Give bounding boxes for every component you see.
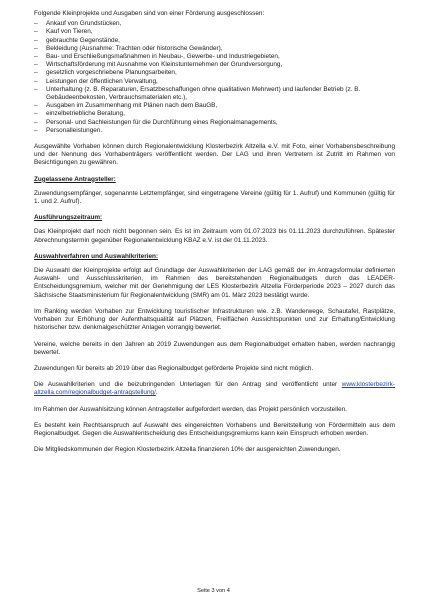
publication-paragraph: Ausgewählte Vorhaben können durch Regionalentwicklung Klosterbezirk Altzella e.V. mit Foto, einer Vorhabensbeschreibung und der Nennung des Vorhabenträgers veröffentlicht werden. Der LAG und ihren Vertretern ist Zutritt im Rahmen von Besichtigungen zu gewähren. [34, 143, 395, 167]
selection-heading: Auswahlverfahren und Auswahlkriterien: [34, 252, 159, 260]
dash-bullet: – [34, 110, 38, 118]
dash-bullet: – [34, 85, 38, 93]
list-item: – Bau- und Erschließungsmaßnahmen in Neubau-, Gewerbe- und Industriegebieten, [34, 53, 280, 61]
dash-bullet: – [34, 28, 38, 36]
list-item: – Personalleistungen. [34, 126, 103, 134]
dash-bullet: – [34, 20, 38, 28]
selection-paragraph-2: Im Ranking werden Vorhaben zur Entwicklung touristischer Infrastrukturen wie. z.B. Wanderwege, Schautafel, Rastplätze, Vorhaben zur Erhöhung der Aufenthaltsqualität auf Plätzen, Freiflächen Aussichtspunkten und zur Erhaltung/Entwicklung historischer bzw. denkmalgeschützter Anlagen vorrangig bewertet. [34, 307, 395, 332]
dash-bullet: – [34, 53, 38, 61]
list-item: – Ausgaben im Zusammenhang mit Plänen nach dem BauGB, [34, 102, 218, 110]
list-item: – Wirtschaftsförderung mit Ausnahme von Kleinstunternehmen der Grundversorgung, [34, 61, 283, 69]
selection-paragraph-6: Im Rahmen der Auswahlsitzung können Antragsteller aufgefordert werden, das Projekt persönlich vorzustellen. [34, 405, 347, 413]
selection-paragraph-3: Vereine, welche bereits in den Jahren ab 2019 Zuwendungen aus dem Regionalbudget erhalten haben, werden nachrangig bewertet. [34, 340, 395, 356]
selection-paragraph-5: Die Auswahlkriterien und die beizubringenden Unterlagen für den Antrag sind veröffentlicht unter www.klosterbezirk-altzella.com/regionalbudget-antragstellung/. [34, 381, 395, 397]
list-item: – Bekleidung (Ausnahme: Trachten oder historische Gewänder), [34, 44, 223, 52]
dash-bullet: – [34, 118, 38, 126]
list-item: – einzelbetriebliche Beratung, [34, 110, 125, 118]
applicants-text: Zuwendungsempfänger, sogenannte Letztempfänger, sind eingetragene Vereine (gültig für 1. Aufruf) und Kommunen (gültig für 1. und 2. Aufruf). [34, 189, 395, 206]
dash-bullet: – [34, 77, 38, 85]
dash-bullet: – [34, 61, 38, 69]
list-item: – Leistungen der öffentlichen Verwaltung, [34, 77, 158, 85]
selection-paragraph-8: Die Mitgliedskommunen der Region Klosterbezirk Altzella finanzieren 10% der ausgereichten Zuwendungen. [34, 446, 341, 454]
list-item: – Personal- und Sachleistungen für die Durchführung eines Regionalmanagements, [34, 118, 278, 126]
antragstellung-link[interactable]: www.klosterbezirk-altzella.com/regionalbudget-antragstellung/ [34, 381, 395, 397]
dash-bullet: – [34, 69, 38, 77]
list-item: – gesetzlich vorgeschriebene Planungsarbeiten, [34, 69, 177, 77]
exclusions-list [34, 20, 395, 135]
selection-paragraph-1: Die Auswahl der Kleinprojekte erfolgt auf Grundlage der Auswahlkriterien der LAG gemäß der im Antragsformular definierten Auswahl- und Ausschlusskriterien, im Rahmen des bereitstehenden Regionalbudgets durch das LEADER-Entscheidungsgremium, welcher mit der Genehmigung der LES Klosterbezirk Altzella Förderperiode 2023 – 2027 durch das Sächsische Staatsministerium für Regionalentwicklung (SMR) am 01. März 2023 bestätigt wurde. [34, 267, 395, 299]
list-item: – Unterhaltung (z. B. Reparaturen, Ersatzbeschaffungen ohne qualitativen Mehrwert) und laufender Betrieb (z. B. Gebäudeenbekosten, Verbrauchsmaterialen etc.), [34, 85, 361, 102]
dash-bullet: – [34, 126, 38, 134]
page-number: Seite 3 von 4 [197, 588, 230, 594]
selection-paragraph-7: Es besteht kein Rechtsanspruch auf Auswahl des eingereichten Vorhabens und Bereitstellung von Fördermitteln aus dem Regionalbudget. Gegen die Auswahlentscheidung des Entscheidungsgremiums kann kein Einspruch erhoben werden. [34, 421, 395, 437]
list-item: – gebrauchte Gegenstände, [34, 36, 120, 44]
applicants-heading: Zugelassene Antragsteller: [34, 175, 116, 183]
period-heading: Ausführungszeitraum: [34, 214, 103, 222]
dash-bullet: – [34, 44, 38, 52]
exclusions-intro: Folgende Kleinprojekte und Ausgaben sind von einer Förderung ausgeschlossen: [34, 10, 265, 17]
dash-bullet: – [34, 102, 38, 110]
list-item: – Kauf von Tieren, [34, 28, 93, 36]
selection-paragraph-4: Zuwendungen für bereits ab 2019 über das Regionalbudget geförderte Projekte sind nicht möglich. [34, 364, 314, 372]
dash-bullet: – [34, 36, 38, 44]
list-item: – Ankauf von Grundstücken, [34, 20, 122, 28]
period-text: Das Kleinprojekt darf noch nicht begonnen sein. Es ist im Zeitraum vom 01.07.2023 bis 01.11.2023 durchzuführen. Spätester Abrechnungstermin gegenüber Regionalentwicklung KBAZ e.V. ist der 01.11.2023. [34, 228, 395, 244]
